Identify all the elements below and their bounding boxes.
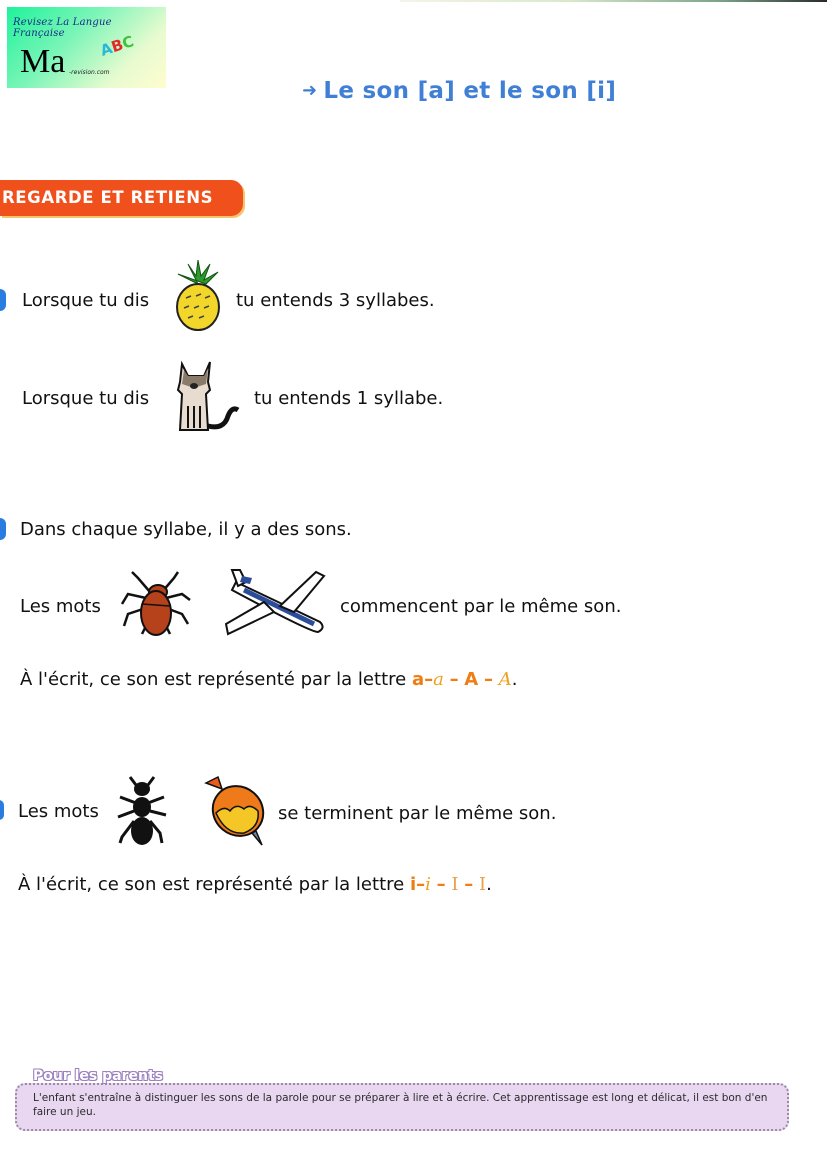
block3-words-after: se terminent par le même son. <box>278 803 557 824</box>
parents-note <box>15 1083 789 1131</box>
block2-words-after: commencent par le même son. <box>340 596 622 617</box>
letter-a-script: a <box>433 669 444 690</box>
logo-tagline: Revisez La Langue Française <box>13 17 112 39</box>
letter-i-print: i <box>409 874 417 895</box>
block2-words-before: Les mots <box>20 596 101 617</box>
block2-intro: Dans chaque syllabe, il y a des sons. <box>20 519 352 540</box>
parents-note-title: Pour les parents <box>33 1068 163 1084</box>
pineapple-line-before: Lorsque tu dis <box>22 290 150 311</box>
bullet-1-icon <box>0 289 6 311</box>
section-banner: REGARDE ET RETIENS <box>0 180 243 216</box>
arrow-right-icon: ➜ <box>302 80 318 101</box>
block3-written-line: À l'écrit, ce son est représenté par la lettre i–i – I – I. <box>18 874 492 895</box>
site-logo[interactable] <box>7 7 166 88</box>
block3-words-before: Les mots <box>18 801 99 822</box>
cat-line-before: Lorsque tu dis <box>22 388 150 409</box>
pineapple-line-after: tu entends 3 syllabes. <box>236 290 435 311</box>
letter-a-capital: A <box>464 669 479 690</box>
letter-a-capital-script: A <box>498 669 512 690</box>
cat-icon <box>174 360 242 432</box>
pineapple-icon <box>174 260 222 332</box>
letter-a-print: a <box>411 669 425 690</box>
ant-icon <box>116 775 168 847</box>
logo-brand: Ma <box>20 43 66 80</box>
airplane-icon <box>224 568 328 638</box>
letter-i-script: i <box>425 874 431 895</box>
parents-note-text: L'enfant s'entraîne à distinguer les sons de la parole pour se préparer à lire et à écrire. Cet apprentissage est long et délicat, il est bon d'en faire un jeu. <box>33 1092 768 1118</box>
bullet-3-icon <box>0 800 4 820</box>
page-top-edge <box>400 0 827 2</box>
letter-i-capital-script: I <box>478 874 487 895</box>
letter-i-capital: I <box>451 874 459 895</box>
block2-written-line: À l'écrit, ce son est représenté par la lettre a–a – A – A. <box>20 669 518 690</box>
cat-line-after: tu entends 1 syllabe. <box>254 388 444 409</box>
spinning-top-icon <box>200 775 272 847</box>
bullet-2-icon <box>0 518 6 540</box>
abc-icon: ABC <box>98 32 137 60</box>
logo-site: -revision.com <box>69 69 110 76</box>
page-title: ➜ Le son [a] et le son [i] <box>302 78 617 104</box>
spider-icon <box>118 568 196 640</box>
